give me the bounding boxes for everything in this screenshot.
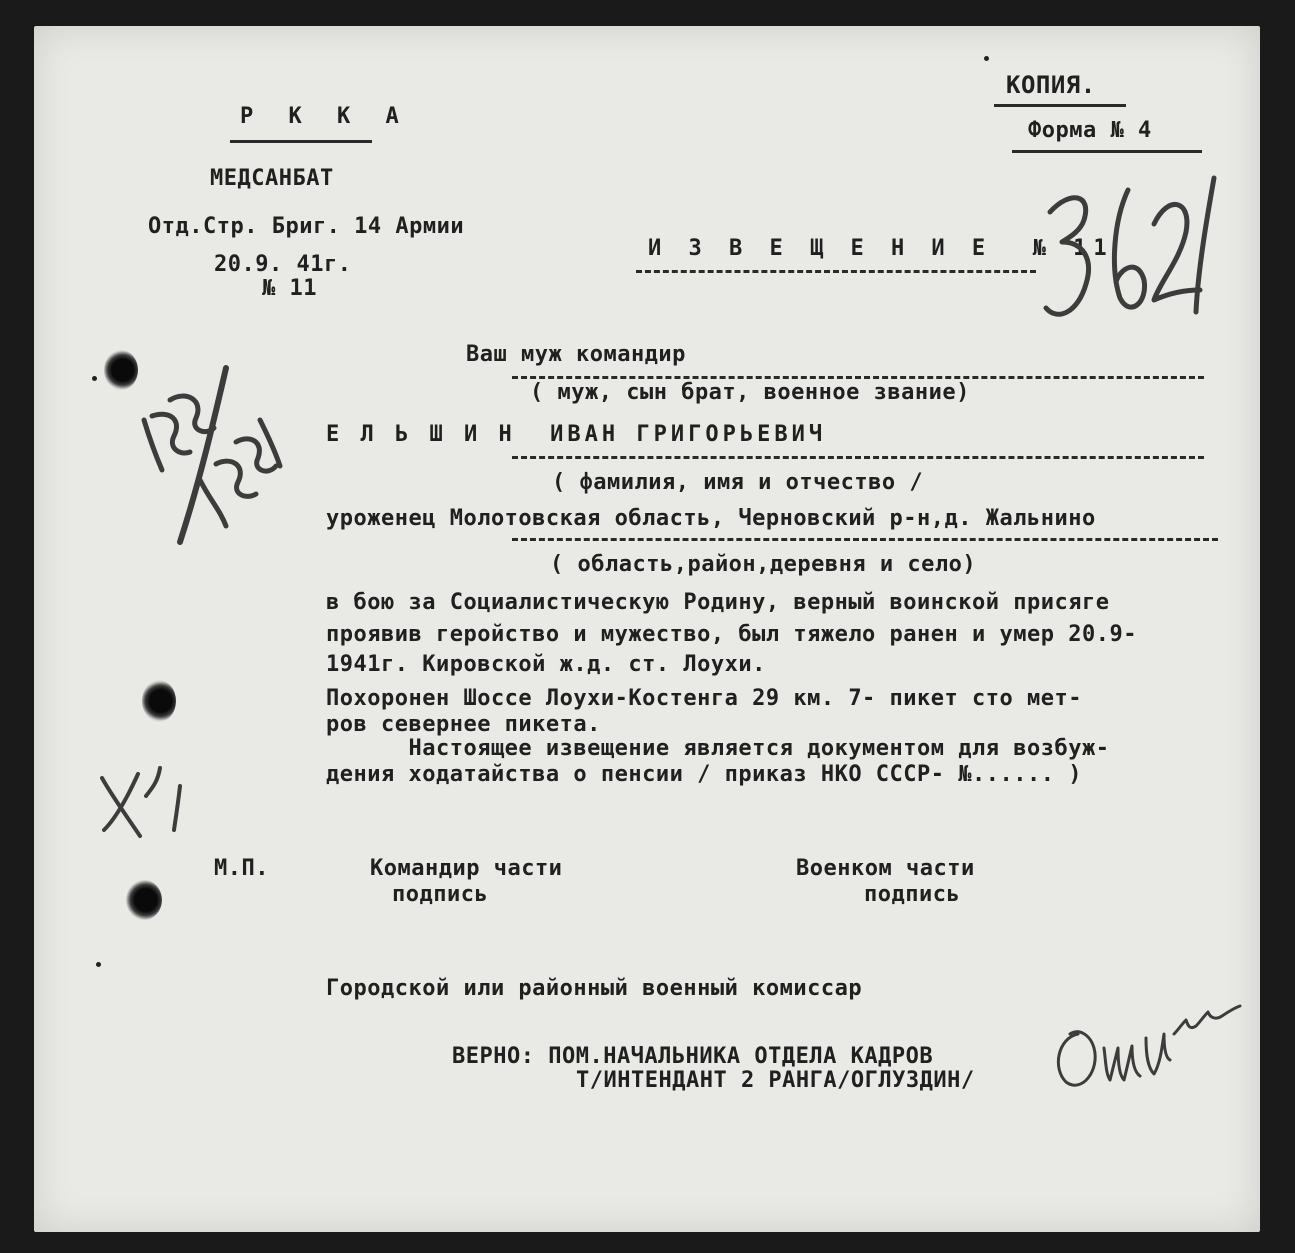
punch-hole (142, 680, 176, 722)
brigade-label: Отд.Стр. Бриг. 14 Армии (148, 214, 465, 239)
ink-dot (96, 962, 101, 967)
text-line: дения ходатайства о пенсии / приказ НКО СССР- №...... ) (326, 762, 1082, 787)
origin-underline (512, 538, 1218, 541)
name-caption: ( фамилия, имя и отчество / (552, 470, 924, 495)
relation-line: Ваш муж командир (466, 342, 686, 367)
text-line: Похоронен Шоссе Лоухи-Костенга 29 км. 7- пикет сто мет- (326, 686, 1082, 711)
relation-underline (512, 376, 1204, 379)
verified-line-1: ВЕРНО: ПОМ.НАЧАЛЬНИКА ОТДЕЛА КАДРОВ (452, 1044, 934, 1069)
origin-line: уроженец Молотовская область, Черновский р-н,д. Жальнино (326, 506, 1096, 531)
form-underline (1012, 150, 1202, 153)
commander-title: Командир части (370, 856, 563, 881)
verified-line-2: Т/ИНТЕНДАНТ 2 РАНГА/ОГЛУЗДИН/ (576, 1068, 975, 1093)
copy-label: КОПИЯ. (1006, 71, 1096, 99)
ink-dot (92, 376, 97, 381)
document-title: И З В Е Щ Е Н И Е № 11 (648, 236, 1114, 261)
text-line: в бою за Социалистическую Родину, верный воинской присяге (326, 590, 1110, 615)
form-label: Форма № 4 (1028, 118, 1152, 143)
text-line: Настоящее извещение является документом для возбуж- (326, 736, 1110, 761)
seal-label: М.П. (214, 856, 269, 881)
text-line: проявив геройство и мужество, был тяжело ранен и умер 20.9- (326, 622, 1137, 647)
org-underline (230, 140, 372, 143)
commissar-title: Военком части (796, 856, 975, 881)
handwritten-corner-number (1036, 172, 1226, 342)
ink-dot (984, 56, 989, 61)
origin-caption: ( область,район,деревня и село) (550, 552, 977, 577)
issue-number: № 11 (262, 276, 317, 301)
relation-caption: ( муж, сын брат, военное звание) (530, 380, 970, 405)
name-underline (512, 456, 1204, 459)
issue-date: 20.9. 41г. (214, 252, 352, 277)
handwritten-margin-mark (88, 756, 198, 846)
handwritten-margin-number (130, 360, 300, 560)
commander-signature-label: подпись (392, 882, 489, 907)
title-underline (636, 270, 1036, 273)
text-line: 1941г. Кировской ж.д. ст. Лоухи. (326, 652, 766, 677)
unit-label: МЕДСАНБАТ (210, 166, 334, 191)
city-commissar-label: Городской или районный военный комиссар (326, 976, 863, 1001)
punch-hole (126, 880, 162, 920)
text-line: ров севернее пикета. (326, 712, 601, 737)
commissar-signature-label: подпись (864, 882, 961, 907)
org-label: Р К К А (240, 104, 410, 129)
copy-underline (994, 104, 1126, 107)
handwritten-signature (1048, 998, 1248, 1098)
person-name: Е Л Ь Ш И Н ИВАН ГРИГОРЬЕВИЧ (326, 422, 827, 447)
